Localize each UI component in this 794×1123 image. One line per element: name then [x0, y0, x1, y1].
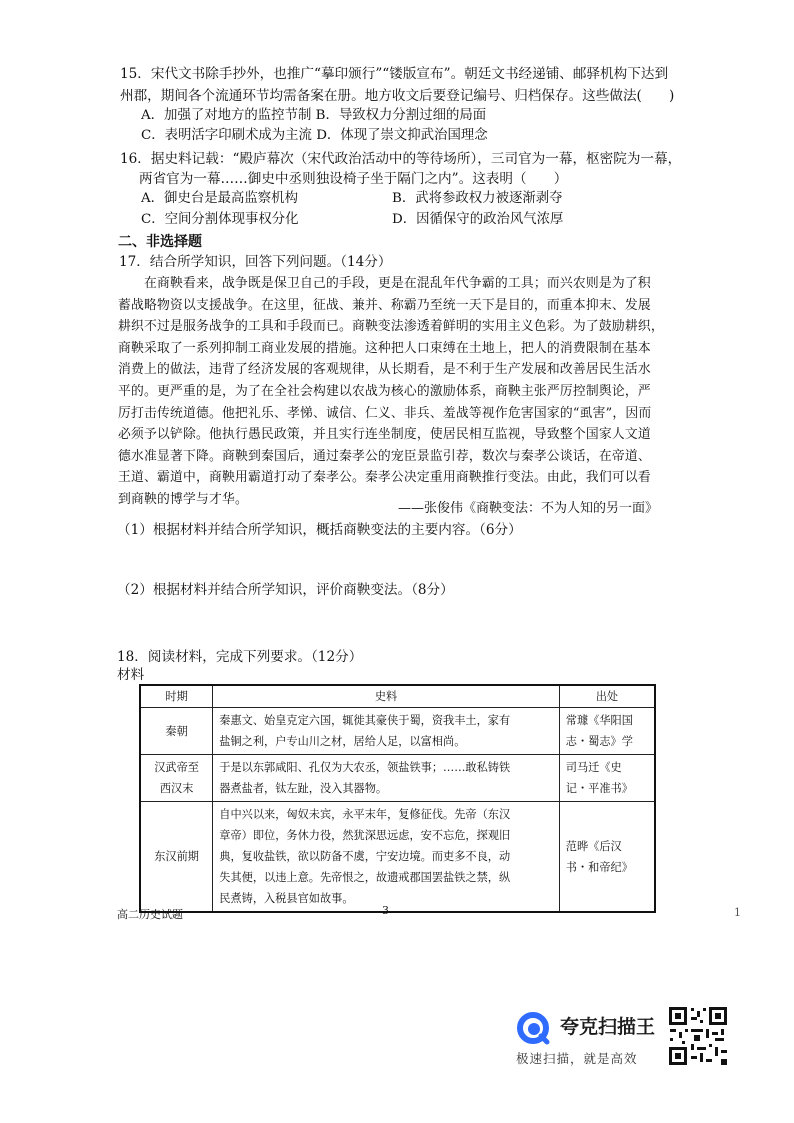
- q18-title: 18．阅读材料，完成下列要求。（12分）: [117, 649, 363, 665]
- q17-material-line: 王道、霸道中，商鞅用霸道打动了秦孝公。秦孝公决定重用商鞅推行变法。由此，我们可以看: [118, 470, 651, 486]
- q18-material-label: 材料: [117, 667, 145, 683]
- table-cell-material: [213, 708, 560, 755]
- table-cell-source-line: 记・平准书》: [565, 782, 633, 795]
- q17-material: [118, 273, 678, 511]
- q17-material-line: 耕织不过是服务战争的工具和手段而已。商鞅变法渗透着鲜明的实用主义色彩。为了鼓励耕织，: [118, 319, 664, 335]
- table-cell-material-line: 器煮盐者，钛左趾，没入其器物。: [219, 782, 388, 795]
- brand-name: 夸克扫描王: [560, 1016, 656, 1038]
- table-cell-period: [140, 755, 213, 802]
- table-cell-material-line: 失其便，以违上意。先帝恨之，故遗戒郡国罢盐铁之禁，纵: [219, 871, 511, 884]
- table-cell-material-line: 秦惠文、始皇克定六国，辄徙其豪侠于蜀，资我丰土，家有: [219, 714, 511, 727]
- table-cell-source: [559, 755, 655, 802]
- q17-material-line: 厉打击传统道德。他把礼乐、孝悌、诚信、仁义、非兵、羞战等视作危害国家的“虱害”，因而: [118, 405, 652, 421]
- q17-material-line: 蓄战略物资以支援战争。在这里，征战、兼并、称霸乃至统一天下是目的，而重本抑末、发展: [118, 297, 651, 313]
- table-cell-material: [213, 802, 560, 913]
- table-row: [140, 755, 655, 802]
- q16-option-d: D．因循保守的政治风气浓厚: [392, 212, 564, 227]
- q18-source-table: [139, 684, 656, 913]
- table-cell-source-line: 书・和帝纪》: [565, 860, 633, 874]
- q16-stem-line1: 16．据史料记载：“殿庐幕次（宋代政治活动中的等待场所），三司官为一幕，枢密院为一幕，: [120, 151, 682, 167]
- brand-slogan: 极速扫描，就是高效: [516, 1051, 638, 1066]
- section-heading-nonchoice: 二、非选择题: [118, 234, 202, 250]
- qr-code-icon: [667, 1005, 729, 1067]
- q17-subquestion-2: （2）根据材料并结合所学知识，评价商鞅变法。（8分）: [117, 582, 454, 598]
- q16-option-c: C．空间分割体现事权分化: [141, 212, 299, 227]
- q16-option-a: A．御史台是最高监察机构: [141, 191, 298, 206]
- table-row: [140, 802, 655, 913]
- edge-mark: 1: [734, 906, 741, 919]
- q17-material-line: 在商鞅看来，战争既是保卫自己的手段，更是在混乱年代争霸的工具；而兴农则是为了积: [144, 276, 651, 291]
- table-cell-source-line: 常璩《华阳国: [565, 714, 633, 727]
- q17-material-line: 消费上的做法，违背了经济发展的客观规律，从长期看，是不利于生产发展和改善居民生活水: [118, 362, 651, 378]
- table-cell-material-line: 于是以东郭咸阳、孔仅为大农丞，领盐铁事；……敢私铸铁: [219, 761, 511, 774]
- q16-stem-line2: 两省官为一幕……御史中丞则独设椅子坐于隔门之内”。这表明（ ）: [139, 171, 568, 187]
- table-cell-source: [559, 708, 655, 755]
- q17-material-line: 商鞅采取了一系列抑制工商业发展的措施。这种把人口束缚在土地上，把人的消费限制在基本: [118, 340, 651, 356]
- q15-stem-line1: 15．宋代文书除手抄外，也推广“摹印颁行”“镂版宣布”。朝廷文书经递铺、邮驿机构下达到: [120, 66, 669, 82]
- q17-material-source: ——张俊伟《商鞅变法：不为人知的另一面》: [398, 501, 659, 516]
- q15-options-cd: C．表明活字印刷术成为主流 D．体现了崇文抑武治国理念: [141, 128, 488, 143]
- table-cell-source: [559, 802, 655, 913]
- table-cell-source-line: 司马迁《史: [565, 761, 622, 774]
- table-cell-period: 秦朝: [140, 708, 213, 755]
- table-cell-period-line: 汉武帝至: [154, 761, 199, 774]
- table-cell-material: [213, 755, 560, 802]
- table-cell-period: 东汉前期: [140, 802, 213, 913]
- q15-options-ab: A．加强了对地方的监控节制 B．导致权力分割过细的局面: [141, 108, 487, 123]
- q16-option-b: B．武将参政权力被逐渐剥夺: [392, 191, 563, 206]
- quark-logo-icon: [513, 1008, 553, 1048]
- q17-material-line: 必须予以铲除。他执行愚民政策，并且实行连坐制度，使居民相互监视，导致整个国家人文道: [118, 427, 651, 443]
- q17-title: 17．结合所学知识，回答下列问题。（14分）: [119, 254, 392, 270]
- table-cell-source-line: 范晔《后汉: [565, 839, 622, 853]
- table-header-period: 时期: [140, 685, 213, 708]
- table-row: [140, 708, 655, 755]
- footer-exam-title: 高二历史试题: [117, 908, 183, 921]
- table-cell-source-line: 志・蜀志》学: [565, 735, 633, 748]
- q17-material-line: 德水准显著下降。商鞅到秦国后，通过秦孝公的宠臣景监引荐，数次与秦孝公谈话，在帝道、: [118, 448, 651, 464]
- q17-material-line: 到商鞅的博学与才华。: [118, 491, 248, 507]
- table-cell-material-line: 民煮铸，入税县官如故事。: [219, 892, 354, 905]
- table-header-material: 史料: [213, 685, 560, 708]
- table-header-source: 出处: [559, 685, 655, 708]
- table-cell-period-line: 西汉末: [159, 782, 194, 795]
- q17-material-line: 平的。更严重的是，为了在全社会构建以农战为核心的激励体系，商鞅主张严厉控制舆论，严: [118, 383, 651, 399]
- page-number: 3: [382, 904, 389, 917]
- table-header-row: [140, 685, 655, 708]
- table-cell-material-line: 典，复收盐铁，欲以防备不虞，宁安边境。而吏多不良，动: [219, 850, 511, 863]
- table-cell-material-line: 自中兴以来，匈奴未宾，永平末年，复修征伐。先帝（东汉: [219, 808, 511, 821]
- table-cell-material-line: 盐铜之利，户专山川之材，居给人足，以富相尚。: [219, 735, 466, 748]
- q17-subquestion-1: （1）根据材料并结合所学知识，概括商鞅变法的主要内容。（6分）: [117, 522, 522, 538]
- q15-stem-line2: 州郡，期间各个流通环节均需备案在册。地方收文后要登记编号、归档保存。这些做法( ): [120, 88, 675, 104]
- table-cell-material-line: 章帝）即位，务休力役，然犹深思远虑，安不忘危，探观旧: [219, 829, 511, 842]
